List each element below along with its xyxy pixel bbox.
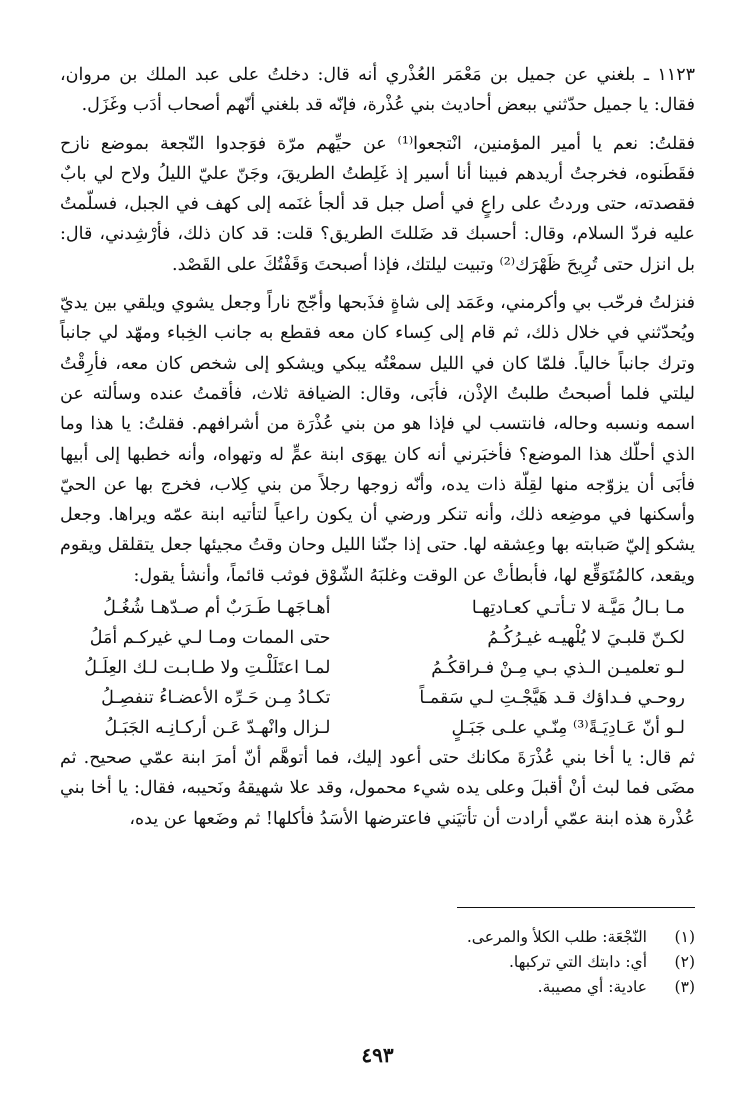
paragraph-anecdote-opening: ١١٢٣ ـ بلغني عن جميل بن مَعْمَر العُذْري أنه قال: دخلتُ على عبد الملك بن مروان، فقال: يا جميل حدّثني ببعض أحاديث بني عُذْرة، فإنّه قد بلغني أنّهم أصحاب أدَب وغَزَل. [60, 65, 695, 116]
verse-first-hemistich: روحـي فـداؤك قـد هَيَّجْـتِ لـي سَقمـاً [419, 688, 685, 709]
verse-second-hemistich: تكـادُ مِـن حَـرِّه الأعضـاءُ تنفصِـلُ [101, 688, 331, 709]
verse-second-hemistich: لمـا اعتَلَلْـتِ ولا طـابـت لـك العِلَـلُ [84, 658, 331, 679]
verse-second-hemistich: حتى الممات ومـا لـي غيركـم أمَلُ [89, 628, 331, 649]
footnote-text: النّجْعَة: طلب الكلأ والمرعى. [466, 928, 647, 946]
verse-first-hemistich: لـو تعلميـن الـذي بـي مِـنْ فـراقكُـمُ [431, 658, 685, 679]
footnote-item [295, 975, 695, 1000]
page-number: ٤٩٣ [361, 1043, 394, 1067]
footnote-text: عادية: أي مصيبة. [537, 978, 647, 996]
verse-second-hemistich: لـزال وانْهـدّ عَـن أركـانِـه الجَبَـلُ [104, 718, 331, 739]
paragraph-closing: ثم قال: يا أخا بني عُذْرَةَ مكانك حتى أعود إليك، فما أتوهَّم أنّ أمرَ ابنة عمّي صحيح. ثم مضَى فما لبث أنْ أقبلَ وعلى يده شيء محمول، وقد علا شهيقهُ ونَحيبه، فقال: يا أخا بني عُذْرة هذه ابنة عمّي أرادت أن تأتيَني فاعترضها الأسَدُ فأكلها! ثم وضَعها عن يده، [60, 748, 695, 829]
footnote-item [295, 950, 695, 975]
footnote-number: (١) [674, 928, 695, 946]
footnotes [295, 925, 695, 1000]
footnote-number: (٣) [674, 978, 695, 996]
main-text [60, 60, 695, 834]
verse-first-hemistich: لـو أنّ عَـادِيَـةً⁽³⁾ مِنّـي علـى جَبَـلٍ [451, 718, 685, 739]
paragraph-shepherd-story: فنزلتُ فرحّب بي وأكرمني، وعَمَد إلى شاةٍ فذَبحها وأجّج ناراً وجعل يشوي ويلقي بين يديّ ويُحدّثني في خلال ذلك، ثم قام إلى كِساء كان معه فقطع به جانب الخِباء ومهّد لي جانباً وترك جانباً خالياً. فلمّا كان في الليل سمعْتُه يبكي ويشكو إلى شخص كان معه، فأرِقْتُ ليلتي فلما أصبحتُ طلبتُ الإذْن، فأبَى، وقال: الضيافة ثلاث، فأقمتُ عنده وسألته عن اسمه ونسبه وحاله، فانتسب لي فإذا هو من بني عُذْرَة من أشرافهم. فقلتُ: يا هذا وما الذي أحلّك هذا الموضع؟ فأخبَرني أنه كان يهوَى ابنة عمٍّ له وتهواه، وأنه خطبها إلى أبيها فأبَى أن يزوّجه منها لقِلّة ذات يده، وأنّه زوجها رجلاً من بني كِلاب، فخرج بها عن الحيّ وأسكنها في موضِعه ذلك، وأنه تنكر ورضي أن يكون راعياً لتأتيه ابنة عمّه ويراها. وجعل يشكو إليّ صَبابته بها وعِشقه لها. حتى إذا جنّنا الليل وحان وقتُ مجيئها جعل يتقلقل ويقوم ويقعد، كالمُتَوَقِّع لها، فأبطأتْ عن الوقت وغلبَهُ الشّوْق فوثب قائماً، وأنشأ يقول: [60, 293, 695, 586]
footnote-number: (٢) [674, 953, 695, 971]
footnote-text: أي: دابتك التي تركبها. [508, 953, 647, 971]
verse-first-hemistich: مـا بـالُ مَيَّـة لا تـأتـي كعـادتِهـا [471, 598, 685, 619]
verse-second-hemistich: أهـاجَهـا طَـرَبٌ أم صـدّهـا شُغُـلُ [103, 598, 331, 619]
footnote-divider [457, 907, 695, 908]
footnote-item [295, 925, 695, 950]
paragraph-shepherd-meeting: فقلتُ: نعم يا أمير المؤمنين، انْتجعوا⁽¹⁾ عن حيِّهم مرّة فوَجدوا النّجعة بموضع نازح فقَطَنوه، فخرجتُ أريدهم فبينا أنا أسير إذ غَلِطتُ الطريقَ، وجَنّ عليّ الليلُ ولاح لي بابٌ فقصدته، حتى وردتُ على راعٍ في أصل جبل قد ألجأ غنَمه إلى كهف في الجبل، فسلّمتُ عليه فردّ السلام، وقال: أحسبك قد ضَللتَ الطريق؟ قلت: قد كان ذلك، فأرْشِدني، قال: بل انزل حتى تُرِيحَ ظَهْرَك⁽²⁾ وتبيت ليلتك، فإذا أصبحتَ وَقَفْتُكَ على القَصْد. [60, 133, 695, 275]
verse-first-hemistich: لكـنّ قلبـيَ لا يُلْهيـه غيـرُكُـمُ [487, 628, 685, 649]
poem [60, 593, 695, 743]
